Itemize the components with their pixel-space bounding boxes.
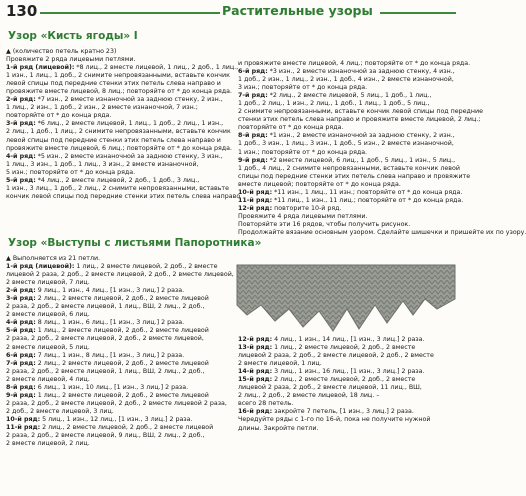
text-line [6,64,239,72]
row-label: 6-й ряд: [238,68,268,76]
row-text: 1 изн., 3 лиц., 1 доб., 2 лиц., 2 снимите непровязанными, вставьте [6,184,229,192]
pattern2-title: Узор «Выступы с листьями Папоротника» [8,237,262,249]
text-line [6,153,236,161]
row-text: *4 лиц., 2 вместе лицевой, 2 доб., 1 доб., 3 лиц., [35,176,200,184]
pattern1-title: Узор «Кисть ягоды» I [8,30,138,42]
text-line [238,196,464,205]
text-line [238,213,457,221]
text-line [6,352,236,360]
row-text: повторяйте от * до конца ряда. [238,124,344,132]
text-line [238,84,457,92]
row-text: 1 доб., 2 лиц., 1 изн., 2 лиц., 1 доб., 1 лиц., 1 доб., 5 лиц., [238,100,430,108]
text-line [238,76,457,84]
text-line [6,368,236,376]
row-label: 6-й ряд: [6,351,36,359]
row-text: *3 изн., 2 вместе изнаночной за заднюю стенку, 4 изн., [267,68,455,76]
row-text: Чередуйте ряды с 1-го по 16-й, пока не получите нужной [238,416,431,424]
text-line [238,352,457,360]
text-line [6,440,236,448]
row-text: 1 доб., 3 изн., 1 лиц., 3 изн., 1 доб., 5 изн., 2 вместе изнаночной, [238,140,454,148]
row-label: 1-й ряд (лицевой): [6,64,75,72]
row-text: 2 раза, 2 доб., 2 вместе лицевой, 1 лиц., ВШ, 2 лиц., 2 доб., [6,367,205,375]
text-line [6,145,236,153]
text-line [238,425,457,433]
text-line [6,279,236,287]
row-text: 2 вместе лицевой, 1 лиц. [238,360,322,368]
text-line [238,344,457,352]
pattern1-right-column [238,60,526,237]
row-text: 2 доб., 2 вместе лицевой, 3 лиц. [6,407,114,415]
text-line [238,360,457,368]
row-text: *7 изн., 2 вместе изнаночной за заднюю стенку, 2 изн., [35,96,223,104]
row-label: 11-й ряд: [6,423,41,431]
row-text: 9 лиц., 1 изн., 4 лиц., [1 изн., 3 лиц.] 2 раза. [35,287,185,295]
text-line [238,172,471,181]
row-label: 2-й ряд: [6,287,36,295]
row-text: 2 раза, 2 доб., 2 вместе лицевой, 2 доб., 2 вместе лицевой, [6,335,204,343]
row-label: 10-й ряд: [6,415,41,423]
row-text: левой спицы под передние стенки этих петель слева направо и [6,80,221,88]
row-text: *2 лиц., 2 вместе лицевой, 5 лиц., 1 доб., 1 лиц., [267,92,432,100]
text-line [6,48,236,56]
row-text: 2 лиц., 2 вместе лицевой, 2 доб., 2 вместе лицевой [40,423,214,431]
row-text: 1 доб., 4 лиц., 2 снимите непровязанными, вставьте кончик левой [238,164,460,172]
row-label: 15-й ряд: [238,376,273,384]
row-label: 8-й ряд: [238,132,268,140]
row-label: 1-й ряд (лицевой): [6,263,75,271]
header-rule-right [380,12,456,14]
row-label: 9-й ряд: [6,391,36,399]
row-text: Повторяйте эти 16 рядов, чтобы получить рисунок. [238,220,411,228]
row-label: 5-й ряд: [6,176,36,184]
row-text: *8 лиц., 2 вместе лицевой, 1 лиц., 2 доб., 1 лиц., [74,64,239,72]
text-line [6,400,236,408]
text-line [6,177,236,185]
row-text: 2 вместе лицевой, 6 лиц. [6,311,90,319]
row-text: повторите 10-й ряд. [272,204,342,212]
text-line [238,164,460,173]
row-text: вместе лицевой; повторяйте от * до конца ряда. [238,180,401,188]
header-rule-left [40,12,220,14]
row-label: 7-й ряд: [6,359,36,367]
row-label: 2-й ряд: [6,96,36,104]
text-line [6,169,236,177]
row-text: ▲ Выполняется из 21 петли. [6,255,101,262]
row-text: 2 лиц., 2 вместе лицевой, 2 доб., 2 вместе лицевой [35,295,209,303]
row-label: 13-й ряд: [238,344,273,352]
text-line [238,205,457,213]
pattern2-right-column [238,336,457,433]
row-label: 3-й ряд: [6,120,36,128]
row-label: 8-й ряд: [6,383,36,391]
text-line [6,384,236,392]
row-text: левой спицы под передние стенки этих петель слева направо и [6,136,221,144]
row-text: *2 вместе лицевой, 6 лиц., 1 доб., 5 лиц., 1 изн., 5 лиц., [267,156,456,164]
row-text: длины. Закройте петли. [238,424,319,432]
row-text: 2 вместе лицевой, 2 лиц. [6,440,90,448]
row-label: 10-й ряд: [238,188,273,196]
row-text: 2 лиц., 2 вместе лицевой, 2 доб., 2 вместе [272,376,416,384]
row-text: 1 лиц., 2 вместе лицевой, 2 доб., 2 вместе лицевой [35,391,209,399]
text-line [6,360,236,368]
row-text: кончик левой спицы под передние стенки этих петель слева направо [6,192,241,200]
row-label: 11-й ряд: [238,196,273,204]
text-line [6,271,236,279]
row-text: 2 лиц., 2 доб., 2 вместе лицевой, 18 лиц. – [238,392,380,400]
row-text: повторяйте от * до конца ряда. [6,112,112,120]
row-label: 9-й ряд: [238,156,268,164]
text-line [6,424,236,432]
row-text: 1 изн.; повторяйте от * до конца ряда. [238,148,368,156]
row-text: 2 раза, 2 доб., 2 вместе лицевой, 1 лиц., ВШ, 2 лиц., 2 доб., [6,303,205,311]
row-text: стенки этих петель слева направо и провяжите вместе лицевой, 2 лиц.; [238,116,481,124]
row-text: ▲ (количество петель кратно 23) [6,48,117,55]
pattern2-left-column [6,255,236,448]
row-text: 2 раза, 2 доб., 2 вместе лицевой, 2 доб., 2 вместе лицевой 2 раза, [6,399,227,407]
pattern1-left-column [6,48,241,201]
row-text: *5 изн., 2 вместе изнаночной за заднюю стенку, 3 изн., [35,152,223,160]
row-text: провяжите вместе лицевой, 8 лиц.; повторяйте от * до конца ряда. [6,88,233,96]
row-label: 4-й ряд: [6,319,36,327]
page-header [0,0,460,22]
text-line [238,60,471,68]
row-text: 1 лиц., 2 вместе лицевой, 2 доб., 2 вместе [272,344,416,352]
text-line [238,149,457,157]
row-text: *6 лиц., 2 вместе лицевой, 1 лиц., 1 доб., 2 лиц., 1 изн., [35,120,224,128]
row-text: 2 лиц., 1 доб., 1 лиц., 2 снимите непровязанными, вставьте кончик [6,128,231,136]
row-text: 1 доб., 2 изн., 1 лиц., 2 изн., 1 доб., 4 изн., 2 вместе изнаночной, [238,76,454,84]
row-text: *11 лиц., 1 изн., 11 лиц.; повторяйте от * до конца ряда. [272,196,464,204]
text-line [238,221,457,229]
row-label: 16-й ряд: [238,408,273,416]
row-text: 2 вместе лицевой, 5 лиц. [6,343,90,351]
row-text: 5 изн.; повторяйте от * до конца ряда. [6,168,136,176]
row-text: 2 вместе лицевой, 4 лиц. [6,375,90,383]
row-text: Провяжите 4 ряда лицевыми петлями. [238,212,368,220]
row-text: 1 лиц., 2 вместе лицевой, 2 доб., 2 вместе лицевой [35,327,209,335]
row-label: 12-й ряд: [238,336,273,343]
row-text: 6 лиц., 1 изн., 10 лиц., [1 изн., 3 лиц.] 2 раза. [35,383,189,391]
row-text: 5 лиц., 1 изн., 12 лиц., [1 изн., 3 лиц.] 2 раза. [40,415,193,423]
row-label: 12-й ряд: [238,204,273,212]
row-text: всего 28 петель. [238,400,294,408]
text-line [6,376,236,384]
row-text: 2 вместе лицевой, 7 лиц. [6,279,90,287]
text-line [238,392,457,400]
row-label: 7-й ряд: [238,92,268,100]
text-line [6,432,236,440]
text-line [238,157,457,165]
row-text: Провяжите 2 ряда лицевыми петлями. [6,56,136,64]
text-line [238,228,526,237]
text-line [238,188,463,197]
text-line [6,137,236,145]
text-line [6,416,236,424]
text-line [6,335,236,343]
text-line [6,263,236,271]
row-text: лицевой 2 раза, 2 доб., 2 вместе лицевой, 11 лиц., ВШ, [238,384,422,392]
page-number: 130 [6,2,38,20]
row-text: Продолжайте вязание основным узором. Сделайте шишечки и пришейте их по узору. [238,228,526,236]
row-label: 5-й ряд: [6,327,36,335]
row-text: 3 изн.; повторяйте от * до конца ряда. [238,84,368,92]
row-text: 7 лиц., 1 изн., 8 лиц., [1 изн., 3 лиц.] 2 раза. [35,351,185,359]
row-label: 4-й ряд: [6,152,36,160]
text-line [6,344,236,352]
row-text: 8 лиц., 1 изн., 6 лиц., [1 изн., 3 лиц.] 2 раза. [35,319,185,327]
text-line [6,128,236,136]
row-text: лицевой 2 раза, 2 доб., 2 вместе лицевой, 2 доб., 2 вместе лицевой, [6,271,234,279]
section-title: Растительные узоры [222,3,373,18]
text-line [238,336,457,344]
text-line [6,192,241,201]
row-text: 4 лиц., 1 изн., 14 лиц., [1 изн., 3 лиц.] 2 раза. [272,336,425,343]
row-text: провяжите вместе лицевой, 6 лиц.; повторяйте от * до конца ряда. [6,144,233,152]
text-line [6,392,236,400]
row-label: 3-й ряд: [6,295,36,303]
row-text: и провяжите вместе лицевой, 4 лиц.; повторяйте от * до конца ряда. [238,60,471,67]
row-text: 1 лиц., 3 изн., 1 доб., 1 лиц., 3 изн., 2 вместе изнаночной, [6,160,199,168]
row-text: закройте 7 петель, [1 изн., 3 лиц.] 2 раза. [272,408,414,416]
row-label: 14-й ряд: [238,368,273,376]
row-text: 2 лиц., 2 вместе лицевой, 2 доб., 2 вместе лицевой [35,359,209,367]
text-line [238,181,457,189]
row-text: 3 лиц., 1 изн., 16 лиц., [1 изн., 3 лиц.] 2 раза. [272,368,425,376]
text-line [6,255,236,263]
row-text: 2 раза, 2 доб., 2 вместе лицевой, 9 лиц., ВШ, 2 лиц., 2 доб., [6,432,205,440]
row-text: *11 изн., 1 лиц., 11 изн.; повторяйте от * до конца ряда. [272,188,463,196]
knitted-swatch-image [237,265,455,333]
row-text: 1 изн., 1 лиц., 1 доб., 2 снимите непровязанными, вставьте кончик [6,72,230,80]
text-line [238,416,457,424]
row-text: спицы под передние стенки этих петель слева направо и провяжите [238,172,471,180]
row-text: 2 снимите непровязанными, вставьте кончик левой спицы под передние [238,108,483,116]
text-line [6,185,236,193]
row-text: 1 лиц., 2 изн., 1 доб., 2 изн., 2 вместе изнаночной, 7 изн.; [6,104,198,112]
text-line [6,161,236,169]
row-text: *1 изн., 2 вместе изнаночной за заднюю стенку, 2 изн., [267,132,455,140]
text-line [6,408,236,416]
text-line [238,140,457,148]
text-line [6,56,236,64]
row-text: 1 лиц., 2 вместе лицевой, 2 доб., 2 вместе [74,263,218,271]
row-text: лицевой 2 раза, 2 доб., 2 вместе лицевой, 2 доб., 2 вместе [238,352,434,360]
text-line [6,72,236,80]
text-line [238,68,457,76]
